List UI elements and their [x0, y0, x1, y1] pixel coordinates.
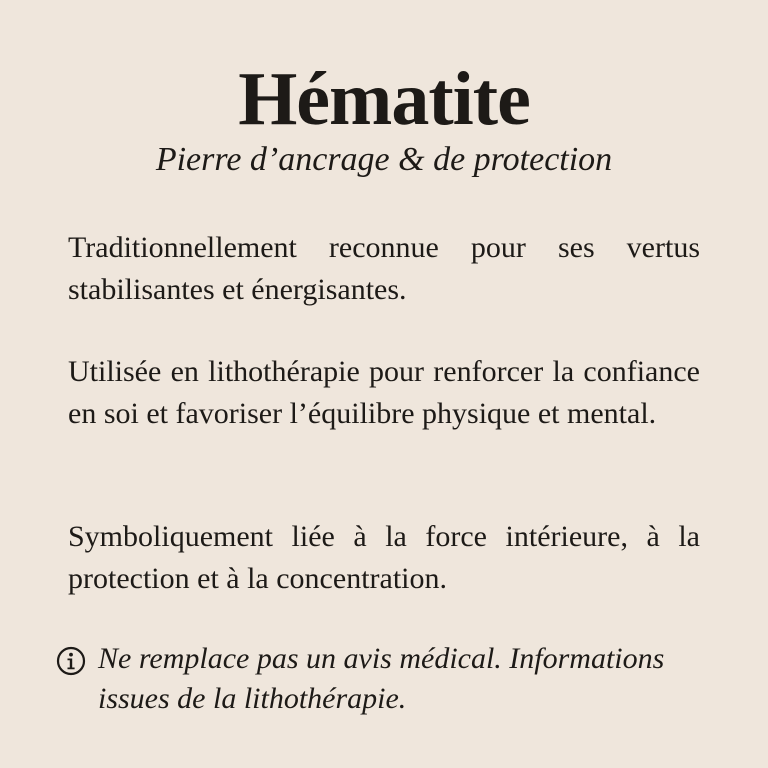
page-subtitle: Pierre d’ancrage & de protection [155, 141, 613, 178]
disclaimer-text: Ne remplace pas un avis médical. Informations issues de la lithothérapie. [98, 642, 665, 715]
info-icon [56, 646, 86, 676]
description-paragraph-1: Traditionnellement reconnue pour ses vertus stabilisantes et énergisantes. [68, 231, 700, 306]
description-paragraph-2: Utilisée en lithothérapie pour renforcer la confiance en soi et favoriser l’équilibre physique et mental. [68, 355, 700, 430]
page-title: Hématite [238, 57, 530, 141]
description-paragraph-3: Symboliquement liée à la force intérieure, à la protection et à la concentration. [68, 520, 700, 595]
